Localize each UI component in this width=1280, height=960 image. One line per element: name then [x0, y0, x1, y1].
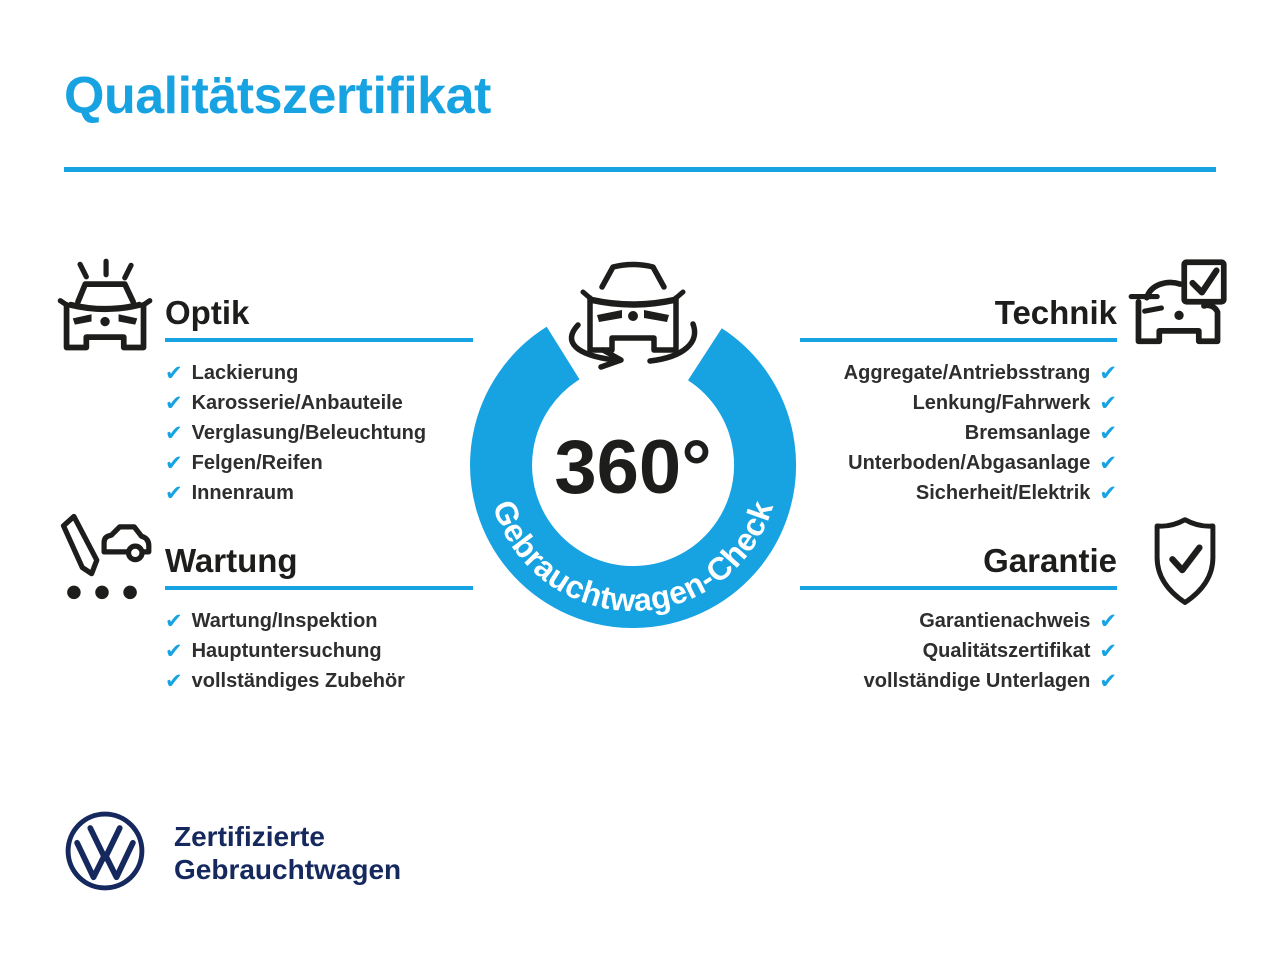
- check-icon: ✔: [165, 390, 183, 415]
- section-garantie: [800, 540, 1117, 696]
- sparkling-car-icon: [52, 256, 156, 360]
- check-icon: ✔: [165, 360, 183, 385]
- check-icon: ✔: [165, 668, 183, 693]
- brand-line-2: Gebrauchtwagen: [174, 854, 402, 885]
- car-checkbox-icon: [1126, 256, 1230, 360]
- section-title-wartung: Wartung: [165, 540, 473, 590]
- checklist-item-label: Qualitätszertifikat: [922, 639, 1091, 662]
- checklist-item: [165, 448, 473, 478]
- check-icon: ✔: [1099, 480, 1117, 505]
- check-icon: ✔: [1099, 638, 1117, 663]
- checklist-item: [800, 636, 1117, 666]
- checklist-item: [165, 666, 473, 696]
- checklist-item: [800, 478, 1117, 508]
- checklist-item-label: Karosserie/Anbauteile: [191, 391, 403, 414]
- check-icon: ✔: [165, 420, 183, 445]
- checklist-item-label: vollständiges Zubehör: [191, 669, 405, 692]
- section-title-optik: Optik: [165, 292, 473, 342]
- checklist-item-label: Lenkung/Fahrwerk: [912, 391, 1091, 414]
- checklist-item: [800, 606, 1117, 636]
- checklist-item: [800, 666, 1117, 696]
- brand-line-1: Zertifizierte: [174, 821, 325, 852]
- checklist-item: [165, 388, 473, 418]
- check-icon: ✔: [1099, 360, 1117, 385]
- check-icon: ✔: [1099, 390, 1117, 415]
- check-icon: ✔: [165, 638, 183, 663]
- vw-logo: [64, 810, 146, 892]
- checklist-item: [165, 358, 473, 388]
- checklist-item-label: Garantienachweis: [919, 609, 1091, 632]
- pencil-car-icon: [50, 504, 154, 608]
- checklist-wartung: [165, 606, 473, 696]
- checklist-item: [800, 418, 1117, 448]
- section-optik: [165, 292, 473, 508]
- section-technik: [800, 292, 1117, 508]
- checklist-garantie: [800, 606, 1117, 696]
- page-title: Qualitätszertifikat: [64, 67, 491, 125]
- checklist-item-label: Sicherheit/Elektrik: [915, 481, 1091, 504]
- checklist-item: [165, 606, 473, 636]
- checklist-optik: [165, 358, 473, 508]
- 360-degree-check-badge: [450, 245, 830, 645]
- checklist-item-label: vollständige Unterlagen: [863, 669, 1091, 692]
- checklist-item-label: Unterboden/Abgasanlage: [848, 451, 1091, 474]
- checklist-item-label: Bremsanlage: [964, 421, 1091, 444]
- checklist-item: [165, 418, 473, 448]
- check-icon: ✔: [165, 450, 183, 475]
- check-icon: ✔: [1099, 450, 1117, 475]
- checklist-item-label: Verglasung/Beleuchtung: [191, 421, 427, 444]
- checklist-item: [165, 636, 473, 666]
- degree-label: 360°: [554, 425, 712, 510]
- checklist-item-label: Hauptuntersuchung: [191, 639, 382, 662]
- section-title-technik: Technik: [800, 292, 1117, 342]
- checklist-technik: [800, 358, 1117, 508]
- car-rotation-icon: [571, 265, 694, 368]
- checklist-item-label: Aggregate/Antriebsstrang: [843, 361, 1091, 384]
- checklist-item: [800, 388, 1117, 418]
- section-title-garantie: Garantie: [800, 540, 1117, 590]
- section-wartung: [165, 540, 473, 696]
- checklist-item: [165, 478, 473, 508]
- checklist-item-label: Felgen/Reifen: [191, 451, 323, 474]
- shield-check-icon: [1140, 512, 1230, 612]
- title-divider: [64, 167, 1216, 172]
- check-icon: ✔: [1099, 420, 1117, 445]
- checklist-item: [800, 358, 1117, 388]
- check-icon: ✔: [1099, 668, 1117, 693]
- brand-wordmark: [174, 820, 401, 886]
- checklist-item-label: Lackierung: [191, 361, 299, 384]
- check-icon: ✔: [165, 608, 183, 633]
- check-icon: ✔: [1099, 608, 1117, 633]
- checklist-item-label: Wartung/Inspektion: [191, 609, 378, 632]
- ring-label: Gebrauchtwagen-Check: [485, 495, 781, 619]
- checklist-item: [800, 448, 1117, 478]
- checklist-item-label: Innenraum: [191, 481, 294, 504]
- check-icon: ✔: [165, 480, 183, 505]
